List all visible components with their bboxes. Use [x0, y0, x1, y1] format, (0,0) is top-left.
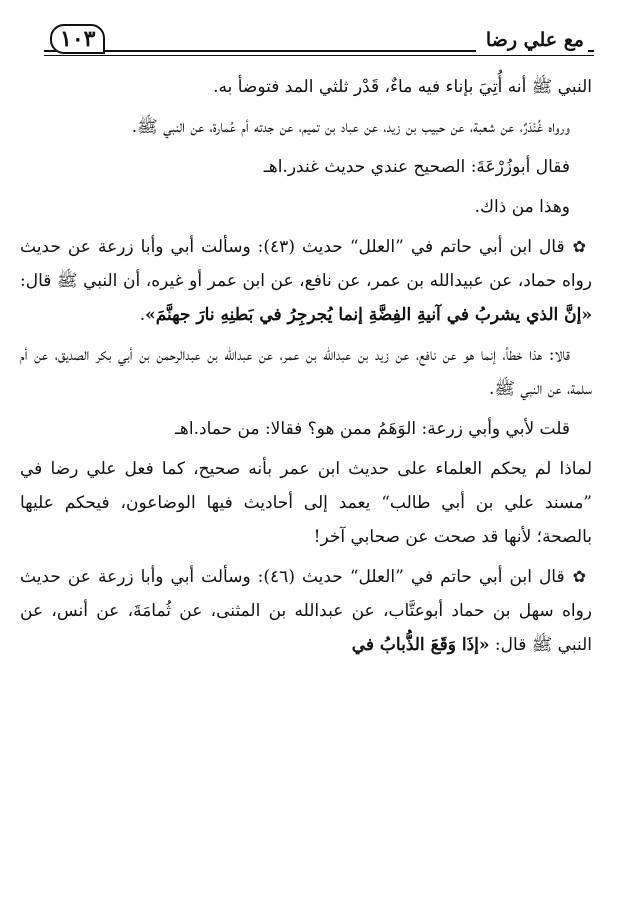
paragraph-7: قلت لأبي وأبي زرعة: الوَهَمُ ممن هو؟ فقالا: من حماد.اهـ	[174, 419, 570, 439]
header-title: مع علي رضا	[476, 28, 588, 52]
paragraph-5	[20, 230, 592, 332]
paragraph-3: فقال أبوزُرْعَةَ: الصحيح عندي حديث غندر.اهـ	[263, 157, 570, 177]
hadith-quote: «إنَّ الذي يشربُ في آنيةِ الفِضَّةِ إنما يُجرجِرُ في بَطنِهِ نارَ جهنَّمَ»	[145, 305, 592, 325]
paragraph-2: ورواه غُنْدَرٌ، عن شعبة، عن حبيب بن زيد، عن عباد بن تميم، عن جدته أم عُمارة، عن النبي ﷺ.	[131, 117, 570, 137]
page-number: ١٠٣	[50, 24, 105, 54]
header-rule-thin	[44, 55, 594, 56]
running-header	[44, 28, 594, 58]
paragraph-5-text: قال ابن أبي حاتم في ”العلل“ حديث (٤٣): وسألت أبي وأبا زرعة عن حديث رواه حماد، عن عبيدالله بن عمر، عن نافع، عن ابن عمر أو غيره، أن النبي ﷺ قال:	[20, 237, 592, 291]
paragraph-5-end: .	[139, 305, 146, 325]
paragraph-8: لماذا لم يحكم العلماء على حديث ابن عمر بأنه صحيح، كما فعل علي رضا في ”مسند علي بن أبي طالب“ يعمد إلى أحاديث فيها الوضاعون، فيحكم عليها بالصحة؛ لأنها قد صحت عن صحابي آخر!	[20, 459, 592, 547]
paragraph-9-text: قال ابن أبي حاتم في ”العلل“ حديث (٤٦): وسألت أبي وأبا زرعة عن حديث رواه سهل بن حماد أبوعتَّاب، عن عبدالله بن المثنى، عن ثُمامَةَ، عن أنس، عن النبي ﷺ قال:	[20, 567, 592, 655]
paragraph-9	[20, 560, 592, 662]
flower-ornament-icon: ✿	[572, 567, 587, 586]
body-text	[20, 70, 592, 668]
paragraph-4: وهذا من ذاك.	[474, 197, 570, 217]
paragraph-1: النبي ﷺ أنه أُتِيَ بإناء فيه ماءٌ، قَدْر ثلثي المد فتوضأ به.	[213, 77, 592, 97]
paragraph-6: قالا: هذا خطأ، إنما هو عن نافع، عن زيد بن عبدالله بن عمر، عن عبدالله بن عبدالرحمن بن أبي بكر الصديق، عن أم سلمة، عن النبي ﷺ.	[20, 345, 592, 399]
hadith-quote: «إذَا وَقَعَ الذُّبابُ في	[351, 635, 490, 655]
flower-ornament-icon: ✿	[572, 237, 587, 256]
